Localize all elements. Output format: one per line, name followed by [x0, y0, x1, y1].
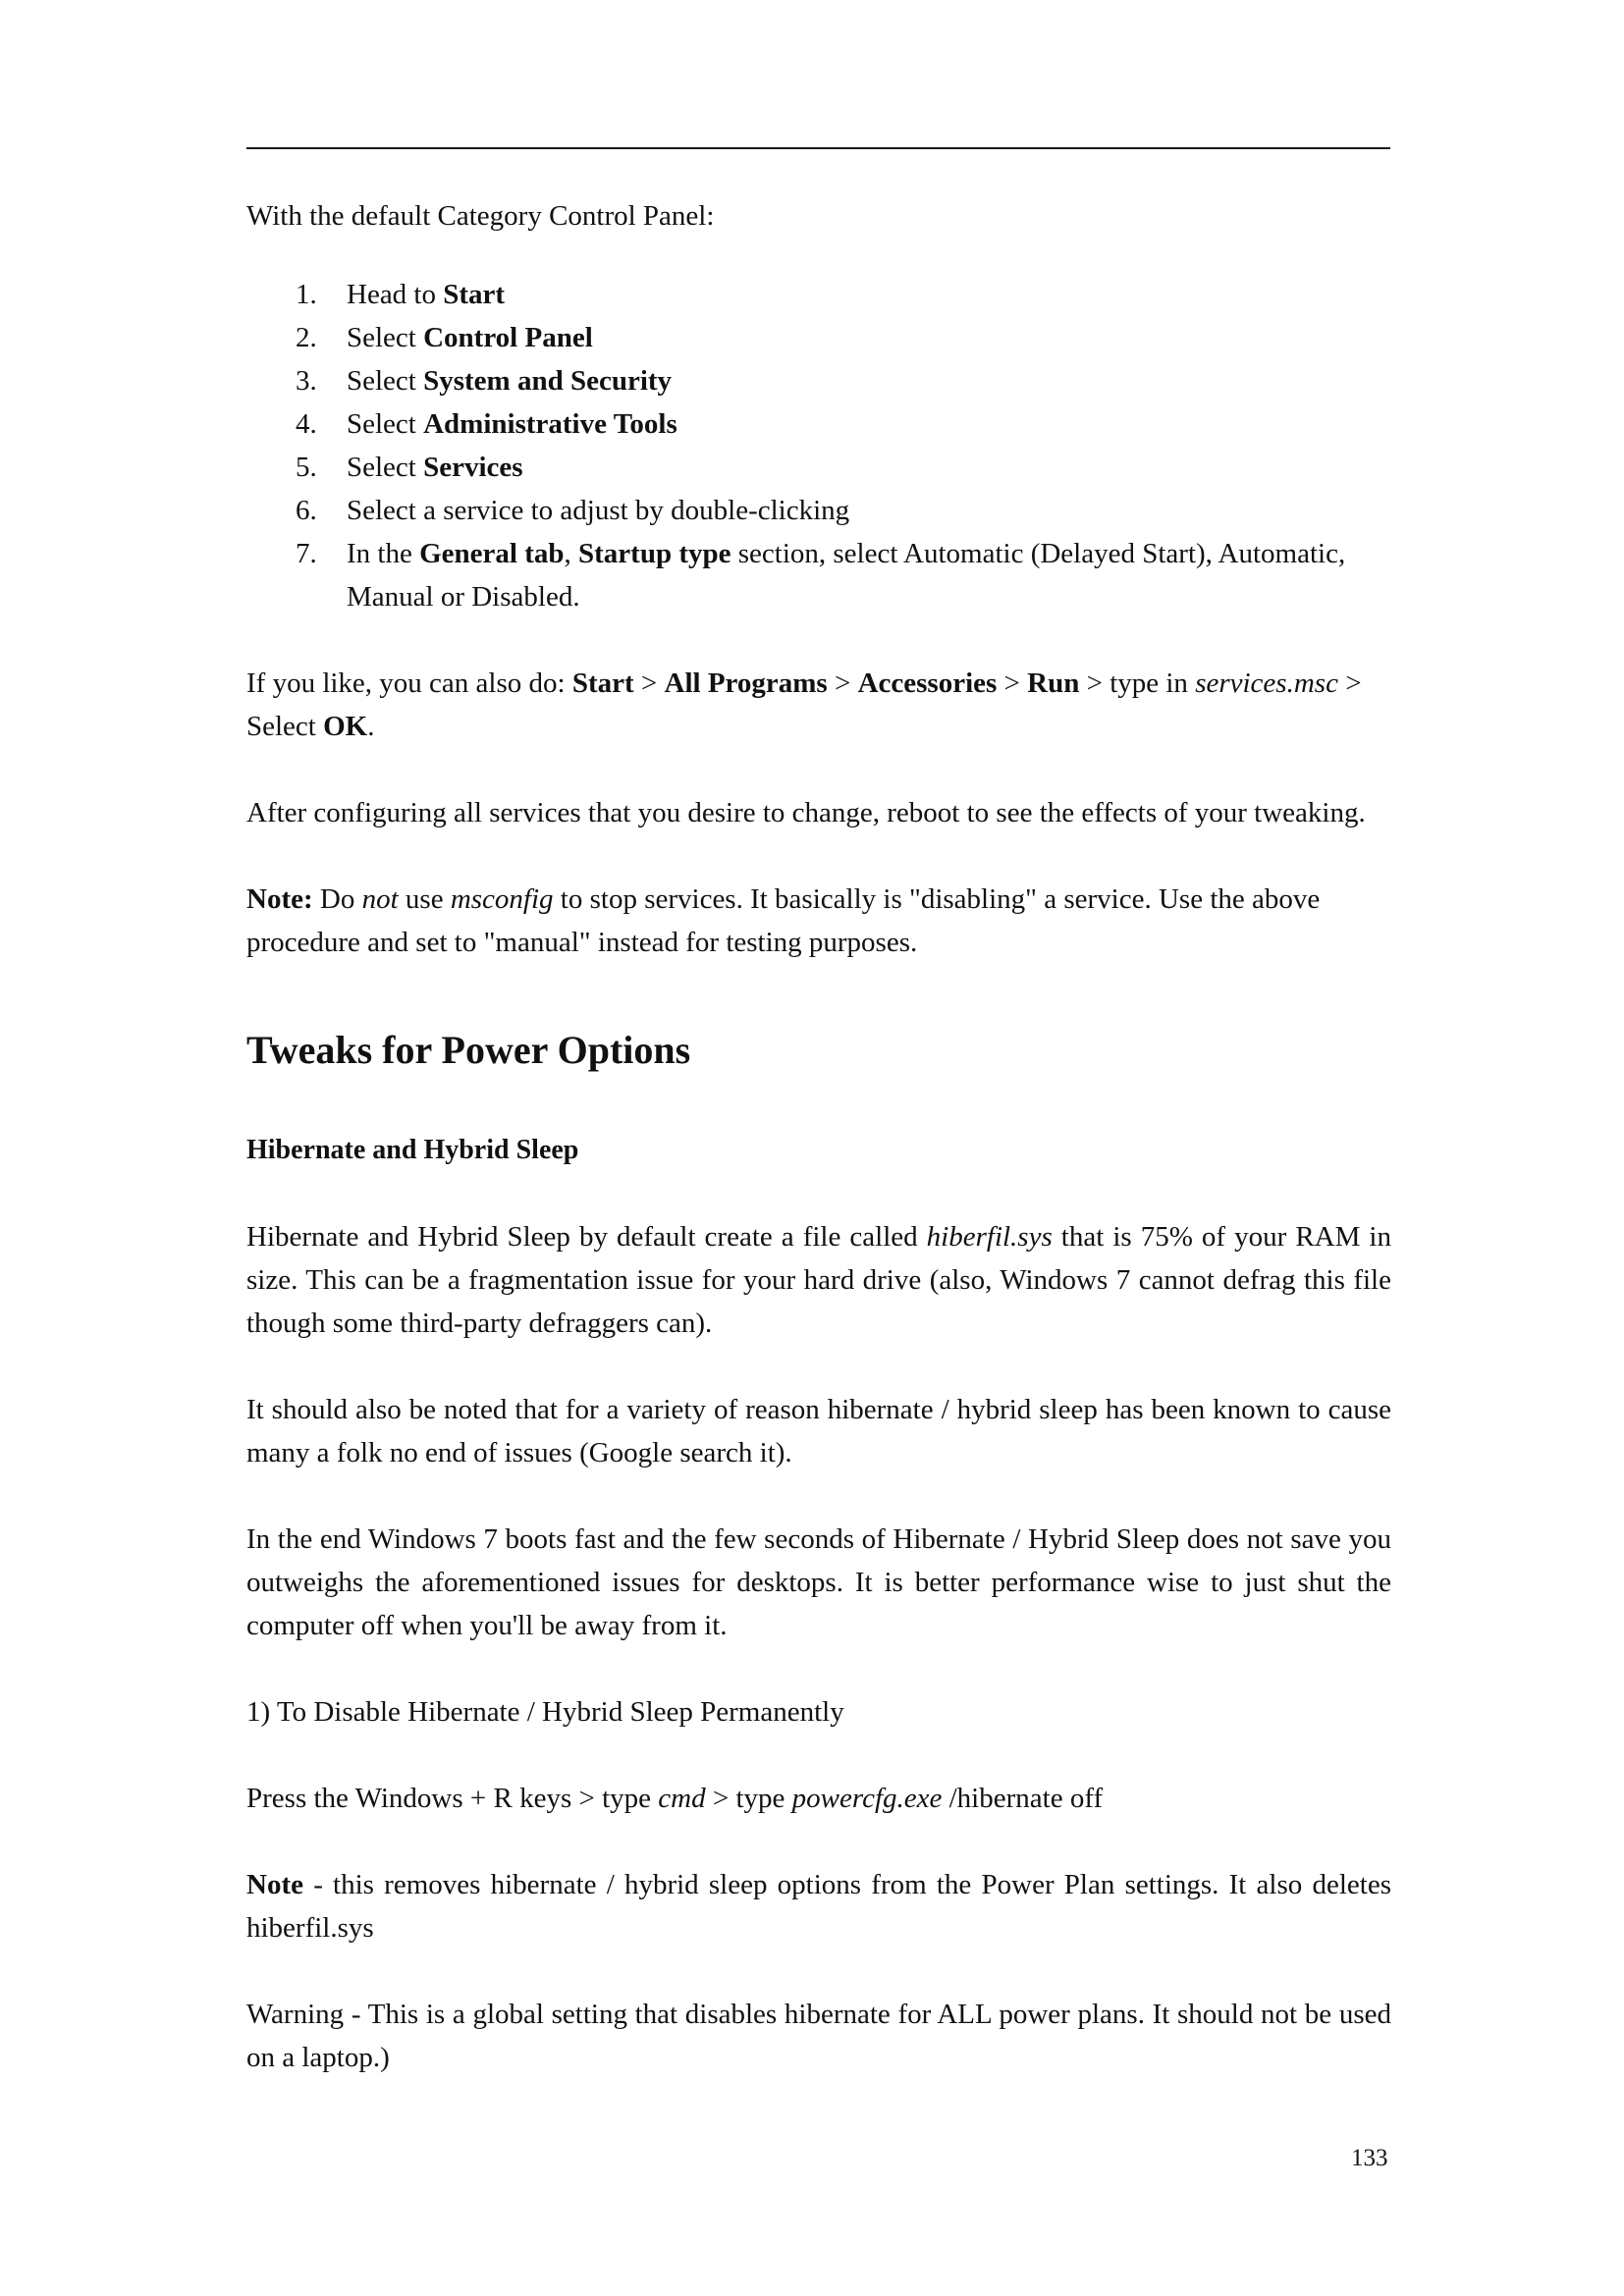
warning-text: Warning - This is a global setting that disables hibernate for ALL power plans. It should not be used on a laptop.): [246, 1999, 1391, 2073]
list-item: 3. Select System and Security: [296, 365, 673, 397]
list-item: 4. Select Administrative Tools: [296, 408, 677, 440]
list-item: 5. Select Services: [296, 452, 523, 483]
note-msconfig: Note: Do not use msconfig to stop services. It basically is "disabling" a service. Use the above procedure and set to "manual" instead for testing purposes.: [246, 883, 1321, 958]
list-item: 2. Select Control Panel: [296, 322, 593, 353]
command-instruction: Press the Windows + R keys > type cmd > type powercfg.exe /hibernate off: [246, 1783, 1104, 1814]
alternative-path: If you like, you can also do: Start > All Programs > Accessories > Run > type in services.msc > Select OK.: [246, 667, 1362, 742]
page-body: [246, 194, 1391, 2079]
step-heading: 1) To Disable Hibernate / Hybrid Sleep Permanently: [246, 1696, 844, 1728]
steps-list: [246, 273, 1391, 618]
list-item: 7. In the General tab, Startup type section, select Automatic (Delayed Start), Automatic, Manual or Disabled.: [296, 538, 1346, 613]
note-hibernate: Note - this removes hibernate / hybrid sleep options from the Power Plan settings. It also deletes hiberfil.sys: [246, 1869, 1391, 1944]
header-rule: [246, 147, 1390, 149]
intro-text: With the default Category Control Panel:: [246, 200, 715, 232]
page-number: 133: [1351, 2145, 1388, 2171]
issues-paragraph: It should also be noted that for a variety of reason hibernate / hybrid sleep has been known to cause many a folk no end of issues (Google search it).: [246, 1394, 1391, 1468]
section-title: Tweaks for Power Options: [246, 1028, 691, 1072]
list-item: 6. Select a service to adjust by double-clicking: [296, 495, 850, 526]
subsection-title: Hibernate and Hybrid Sleep: [246, 1135, 579, 1165]
performance-paragraph: In the end Windows 7 boots fast and the few seconds of Hibernate / Hybrid Sleep does not save you outweighs the aforementioned issues for desktops. It is better performance wise to just shut the computer off when you'll be away from it.: [246, 1523, 1391, 1641]
after-text: After configuring all services that you desire to change, reboot to see the effects of your tweaking.: [246, 797, 1366, 828]
list-item: 1. Head to Start: [296, 279, 506, 310]
hiberfil-paragraph: Hibernate and Hybrid Sleep by default create a file called hiberfil.sys that is 75% of your RAM in size. This can be a fragmentation issue for your hard drive (also, Windows 7 cannot defrag this file though some third-party defraggers can).: [246, 1221, 1391, 1339]
